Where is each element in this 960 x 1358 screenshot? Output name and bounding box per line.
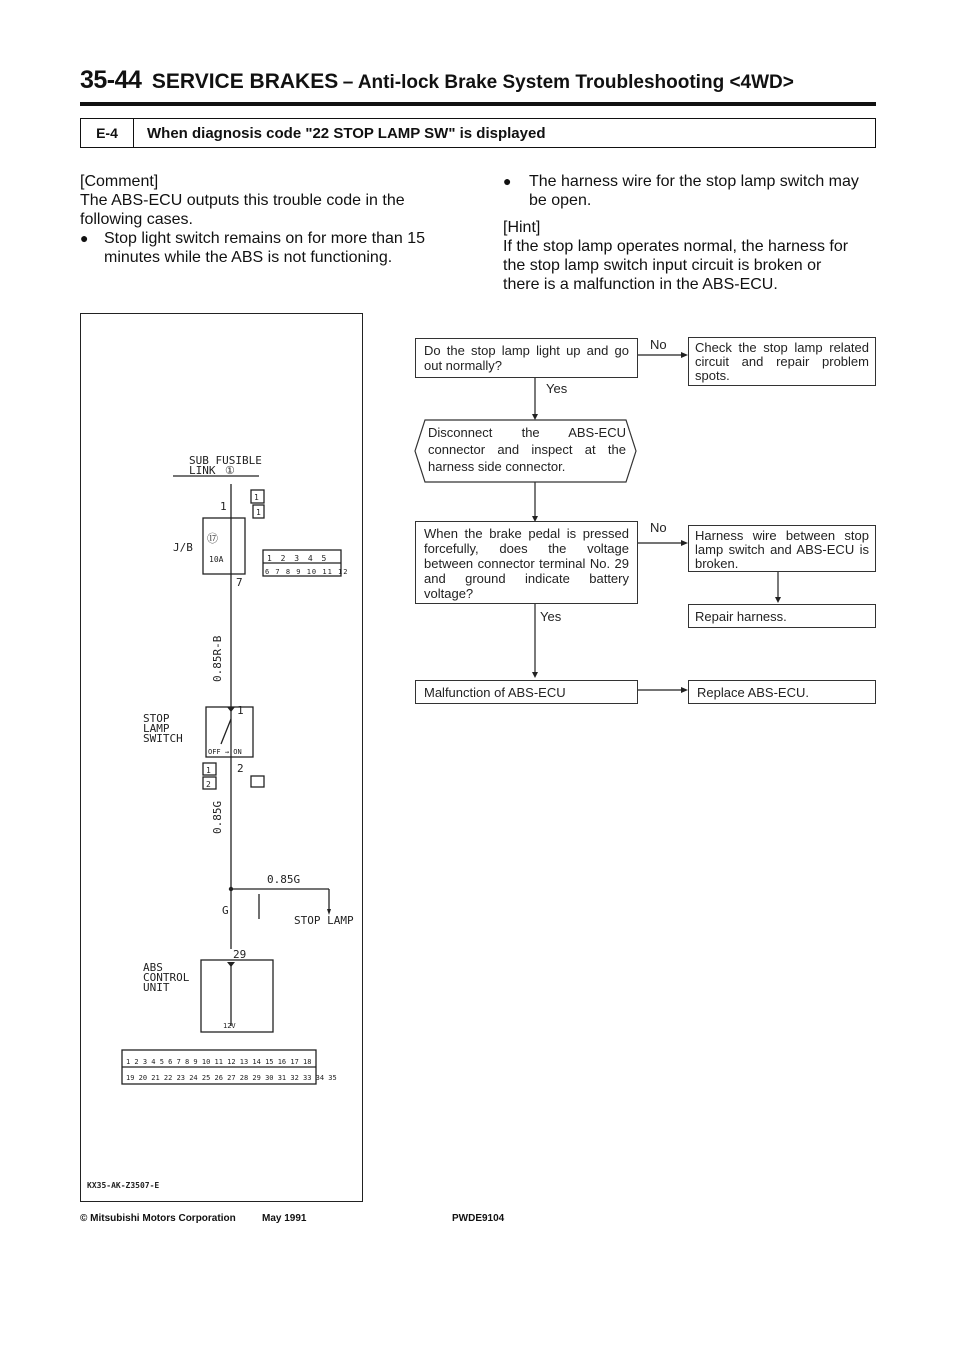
- step-2-box: Disconnect the ABS-ECU connector and inspect at the harness side connector.: [428, 425, 626, 474]
- bullet-line: Stop light switch remains on for more than 15: [104, 230, 426, 247]
- sub-fusible-link-label-1: SUB FUSIBLE: [189, 454, 262, 467]
- switch-pin-2: 2: [237, 762, 244, 775]
- jb-pin-1: 1: [220, 500, 227, 513]
- ecu-pin-29: 29: [233, 948, 247, 961]
- comment-line: The ABS-ECU outputs this trouble code in the: [80, 192, 405, 209]
- bullet-line: be open.: [529, 192, 592, 209]
- q1-yes-label: Yes: [546, 381, 568, 396]
- wire-label-g-1: 0.85G: [211, 800, 224, 834]
- jb-label: J/B: [173, 541, 193, 554]
- q3-no-label: No: [650, 520, 667, 535]
- question-3-box: When the brake pedal is pressed forcefully, does the voltage between connector terminal No. 29 and ground indicate battery voltage?: [415, 521, 638, 604]
- wire-label-g-2: 0.85G: [267, 873, 301, 886]
- hint-heading: [Hint]: [503, 219, 541, 236]
- footer-doc-code: PWDE9104: [452, 1213, 505, 1224]
- ecu-label-3: UNIT: [143, 981, 170, 994]
- jb-connector-row1: 1 2 3 4 5: [267, 554, 329, 563]
- switch-states: OFF → ON: [208, 748, 242, 756]
- answer-3-box: Harness wire between stop lamp switch and ABS-ECU is broken.: [688, 525, 876, 572]
- bullet-dot: ●: [80, 230, 89, 246]
- malfunction-box: Malfunction of ABS-ECU: [415, 680, 638, 704]
- bullet-line: minutes while the ABS is not functioning.: [104, 249, 393, 266]
- comment-heading: [Comment]: [80, 173, 159, 190]
- ecu-label-2: CONTROL: [143, 971, 190, 984]
- switch-label-3: SWITCH: [143, 732, 183, 745]
- hint-line: the stop lamp switch input circuit is broken or: [503, 257, 822, 274]
- switch-label-1: STOP: [143, 712, 170, 725]
- comment-line: following cases.: [80, 211, 193, 228]
- code-title: When diagnosis code "22 STOP LAMP SW" is displayed: [147, 124, 546, 142]
- jb-pin-7: 7: [236, 576, 243, 589]
- switch-pin-1: 1: [237, 704, 244, 717]
- answer-1-box: Check the stop lamp related circuit and repair problem spots.: [688, 337, 876, 386]
- small-connector-pin: 1: [256, 508, 261, 517]
- wire-label-g-short: G: [222, 904, 229, 917]
- bullet-dot: ●: [503, 173, 512, 189]
- hint-line: there is a malfunction in the ABS-ECU.: [503, 276, 778, 293]
- small-connector-pin: 1: [254, 493, 259, 502]
- footer-copyright: © Mitsubishi Motors Corporation: [80, 1213, 236, 1224]
- switch-label-2: LAMP: [143, 722, 170, 735]
- ecu-connector-row2: 19 20 21 22 23 24 25 26 27 28 29 30 31 32 33 34 35: [126, 1074, 337, 1082]
- q3-yes-label: Yes: [540, 609, 562, 624]
- code-id: E-4: [81, 119, 134, 147]
- jb-number: ⑰: [207, 532, 218, 545]
- replace-ecu-box: Replace ABS-ECU.: [688, 680, 876, 704]
- switch-connector-pin: 1: [206, 766, 211, 775]
- fuse-rating: 10A: [209, 555, 224, 564]
- footer-date: May 1991: [262, 1213, 307, 1224]
- section-subtitle: – Anti-lock Brake System Troubleshooting <4WD>: [342, 72, 794, 93]
- page-number: 35-44: [80, 66, 142, 94]
- wire-label-r-b: 0.85R-B: [211, 635, 224, 682]
- bullet-line: The harness wire for the stop lamp switch may: [529, 173, 859, 190]
- drawing-code: KX35-AK-Z3507-E: [87, 1181, 160, 1190]
- sub-fusible-link-number: ①: [225, 464, 235, 477]
- repair-harness-box: Repair harness.: [688, 604, 876, 628]
- ecu-label-1: ABS: [143, 961, 163, 974]
- q1-no-label: No: [650, 337, 667, 352]
- question-1-box: Do the stop lamp light up and go out normally?: [415, 338, 638, 378]
- ecu-connector-row1: 1 2 3 4 5 6 7 8 9 10 11 12 13 14 15 16 17 18: [126, 1058, 312, 1066]
- section-title: SERVICE BRAKES: [151, 70, 339, 93]
- stop-lamp-label: STOP LAMP: [294, 914, 354, 927]
- sub-fusible-link-label-2: LINK: [189, 464, 216, 477]
- switch-connector-pin: 2: [206, 780, 211, 789]
- jb-connector-row2: 6 7 8 9 10 11 12: [265, 568, 349, 576]
- hint-line: If the stop lamp operates normal, the harness for: [503, 238, 849, 255]
- ecu-voltage: 12V: [223, 1022, 236, 1030]
